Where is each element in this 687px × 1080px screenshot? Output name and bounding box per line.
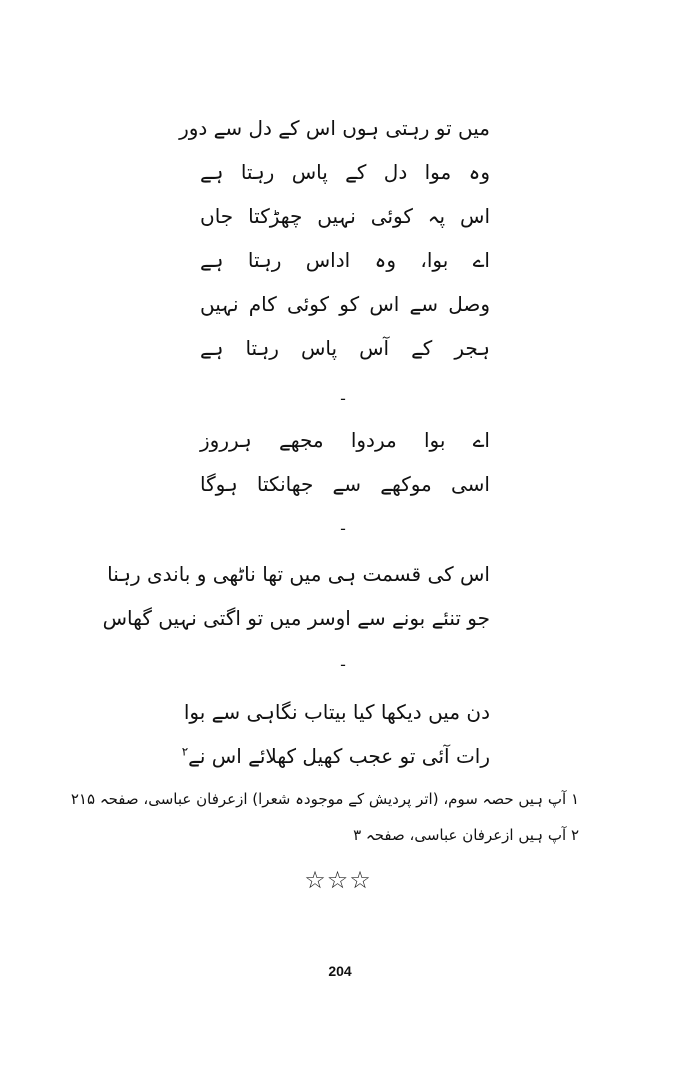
star-ornament: ☆☆☆ bbox=[304, 866, 372, 894]
verse-line: دن میں دیکھا کیا بیتاب نگاہی سے بوا bbox=[183, 700, 490, 724]
stanza-3 bbox=[102, 552, 490, 640]
footnote-1 bbox=[71, 788, 579, 810]
verse-line: وہ موا دل کے پاس رہتا ہے bbox=[200, 160, 490, 184]
verse-line: جو تنئے بونے سے اوسر میں تو اگتی نہیں گھاس bbox=[102, 606, 490, 630]
footnote-2 bbox=[353, 824, 579, 846]
verse-line: اے بوا، وہ اداس رہتا ہے bbox=[200, 248, 490, 272]
footnote-text: آپ ہیں حصہ سوم، (اتر پردیش کے موجودہ شعرا) ازعرفان عباسی، صفحہ ۲۱۵ bbox=[70, 790, 567, 808]
verse-line bbox=[181, 734, 490, 778]
verse-line: ہجر کے آس پاس رہتا ہے bbox=[200, 336, 490, 360]
stanza-separator: - bbox=[340, 389, 346, 408]
verse-line: اسی موکھے سے جھانکتا ہوگا bbox=[200, 472, 490, 496]
page-number: 204 bbox=[328, 963, 352, 979]
verse-line: اس کی قسمت ہی میں تھا ناٹھی و باندی رہنا bbox=[107, 562, 490, 586]
footnote-text: آپ ہیں ازعرفان عباسی، صفحہ ۳ bbox=[353, 826, 567, 844]
verse-line: میں تو رہتی ہوں اس کے دل سے دور bbox=[179, 116, 490, 140]
verse-line: اس پہ کوئی نہیں چھڑکتا جاں bbox=[200, 204, 490, 228]
stanza-separator: - bbox=[340, 519, 346, 538]
stanza-1 bbox=[179, 106, 490, 370]
stanza-4 bbox=[181, 690, 490, 778]
stanza-2 bbox=[200, 418, 490, 506]
stanza-separator: - bbox=[340, 655, 346, 674]
footnote-number: ۱ bbox=[570, 790, 579, 808]
verse-line: وصل سے اس کو کوئی کام نہیں bbox=[200, 292, 490, 316]
verse-line: اے بوا مردوا مجھے ہرروز bbox=[200, 428, 490, 452]
verse-text: رات آئی تو عجب کھیل کھلائے اس نے bbox=[188, 744, 490, 768]
footnote-number: ۲ bbox=[570, 826, 579, 844]
footnote-marker: ۲ bbox=[181, 744, 189, 759]
